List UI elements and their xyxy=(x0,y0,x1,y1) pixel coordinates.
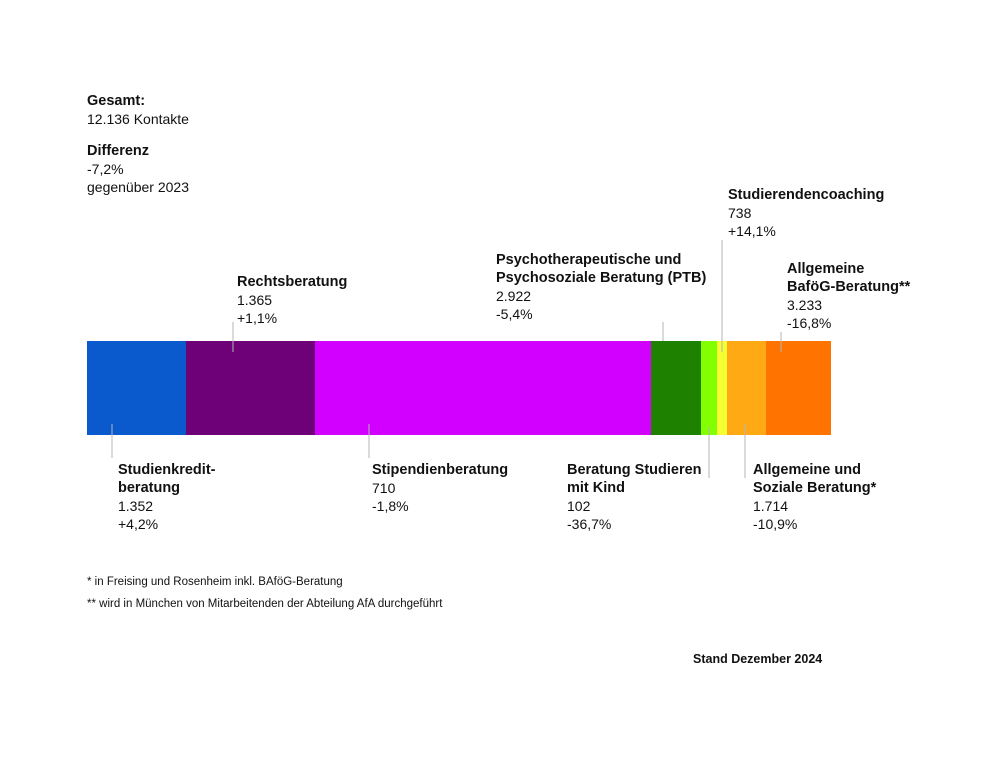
gesamt-label: Gesamt: xyxy=(87,93,146,109)
label-title: Studierendencoaching xyxy=(728,187,885,203)
label-change: -1,8% xyxy=(372,498,409,514)
label-studienkreditberatung xyxy=(118,461,215,533)
label-beratung-studieren-mit-kind xyxy=(567,461,702,533)
label-rechtsberatung xyxy=(237,273,347,327)
label-title: Studienkredit- xyxy=(118,462,216,478)
footnote-1: * in Freising und Rosenheim inkl. BAföG-Beratung xyxy=(87,576,343,588)
differenz-label: Differenz xyxy=(87,143,150,159)
label-value: 3.233 xyxy=(787,297,823,313)
differenz-value: -7,2% xyxy=(87,161,124,177)
label-value: 710 xyxy=(372,480,396,496)
label-change: +14,1% xyxy=(728,223,776,239)
segment-studierendencoaching xyxy=(701,341,717,435)
segment-yellow xyxy=(717,341,727,435)
label-stipendienberatung xyxy=(372,461,508,515)
segment-bafoeg xyxy=(766,341,831,435)
label-value: 1.352 xyxy=(118,498,154,514)
label-change: -36,7% xyxy=(567,516,612,532)
label-change: -5,4% xyxy=(496,306,533,322)
label-change: -16,8% xyxy=(787,315,832,331)
label-title: Psychotherapeutische und xyxy=(496,252,682,268)
segment-beratung-mit-kind xyxy=(651,341,701,435)
label-value: 738 xyxy=(728,205,752,221)
segment-studienkreditberatung xyxy=(87,341,186,435)
segment-allgemeine-soziale xyxy=(727,341,766,435)
label-change: -10,9% xyxy=(753,516,798,532)
segment-rechtsberatung xyxy=(186,341,315,435)
label-title-2: beratung xyxy=(118,480,181,496)
label-ptb xyxy=(496,251,706,323)
differenz-reference: gegenüber 2023 xyxy=(87,179,189,195)
summary-block xyxy=(87,92,189,196)
label-title: Stipendienberatung xyxy=(372,462,509,478)
label-bafoeg-beratung xyxy=(787,260,910,332)
bar-segments xyxy=(87,341,831,435)
label-title-2: Soziale Beratung* xyxy=(753,480,877,496)
label-title-2: BaföG-Beratung** xyxy=(787,279,911,295)
label-title: Rechtsberatung xyxy=(237,274,348,290)
label-studierendencoaching xyxy=(728,186,884,240)
gesamt-value: 12.136 Kontakte xyxy=(87,111,189,127)
label-title: Allgemeine xyxy=(787,261,865,277)
footnote-2: ** wird in München von Mitarbeitenden der Abteilung AfA durchgeführt xyxy=(87,598,443,610)
label-title-2: mit Kind xyxy=(567,480,625,496)
stand-date: Stand Dezember 2024 xyxy=(693,652,823,666)
label-change: +4,2% xyxy=(118,516,159,532)
label-title: Beratung Studieren xyxy=(567,462,702,478)
label-value: 102 xyxy=(567,498,591,514)
label-allgemeine-soziale-beratung xyxy=(753,461,876,533)
label-value: 2.922 xyxy=(496,288,532,304)
label-title-2: Psychosoziale Beratung (PTB) xyxy=(496,270,707,286)
label-change: +1,1% xyxy=(237,310,278,326)
label-value: 1.714 xyxy=(753,498,789,514)
segment-stipendien-ptb xyxy=(315,341,651,435)
label-title: Allgemeine und xyxy=(753,462,861,478)
label-value: 1.365 xyxy=(237,292,273,308)
